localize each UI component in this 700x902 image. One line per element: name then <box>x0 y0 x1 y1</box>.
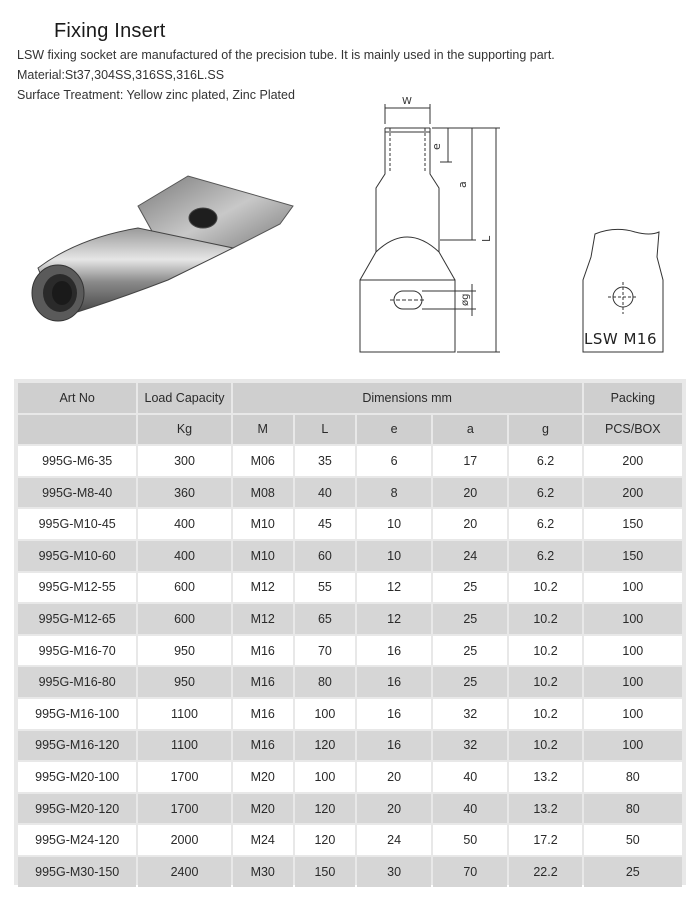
cell-art: 995G-M12-65 <box>18 604 136 634</box>
cell-m: M16 <box>233 636 293 666</box>
cell-l: 120 <box>295 731 355 761</box>
cell-pcs: 100 <box>584 731 682 761</box>
cell-l: 100 <box>295 699 355 729</box>
cell-m: M10 <box>233 541 293 571</box>
cell-pcs: 150 <box>584 541 682 571</box>
product-photo <box>18 168 318 328</box>
page-title: Fixing Insert <box>54 20 166 42</box>
dim-label-e: e <box>430 143 443 150</box>
table-row <box>18 446 682 476</box>
cell-pcs: 50 <box>584 825 682 855</box>
dim-label-l: L <box>480 235 493 242</box>
cell-a: 20 <box>433 478 507 508</box>
cell-e: 20 <box>357 762 431 792</box>
cell-g: 6.2 <box>509 478 581 508</box>
cell-a: 24 <box>433 541 507 571</box>
table-row <box>18 794 682 824</box>
cell-e: 8 <box>357 478 431 508</box>
cell-art: 995G-M16-100 <box>18 699 136 729</box>
dim-label-a: a <box>456 181 469 188</box>
cell-l: 120 <box>295 825 355 855</box>
cell-a: 40 <box>433 762 507 792</box>
cell-a: 32 <box>433 731 507 761</box>
cell-e: 16 <box>357 699 431 729</box>
table-row <box>18 699 682 729</box>
cell-e: 6 <box>357 446 431 476</box>
cell-art: 995G-M16-70 <box>18 636 136 666</box>
cell-a: 20 <box>433 509 507 539</box>
cell-kg: 1700 <box>138 762 230 792</box>
cell-g: 10.2 <box>509 731 581 761</box>
cell-kg: 400 <box>138 541 230 571</box>
header-m: M <box>233 415 293 445</box>
cell-g: 13.2 <box>509 794 581 824</box>
cell-g: 10.2 <box>509 699 581 729</box>
cell-pcs: 200 <box>584 446 682 476</box>
cell-kg: 1100 <box>138 699 230 729</box>
side-view-label: LSW M16 <box>584 330 658 348</box>
table-row <box>18 762 682 792</box>
cell-a: 32 <box>433 699 507 729</box>
cell-art: 995G-M20-120 <box>18 794 136 824</box>
cell-kg: 950 <box>138 667 230 697</box>
cell-art: 995G-M16-120 <box>18 731 136 761</box>
header-packing: Packing <box>584 383 682 413</box>
header-blank <box>18 415 136 445</box>
cell-m: M08 <box>233 478 293 508</box>
cell-kg: 360 <box>138 478 230 508</box>
cell-g: 10.2 <box>509 573 581 603</box>
cell-l: 45 <box>295 509 355 539</box>
cell-e: 24 <box>357 825 431 855</box>
cell-kg: 1100 <box>138 731 230 761</box>
product-description: LSW fixing socket are manufactured of the precision tube. It is mainly used in the supporting part. <box>17 48 555 62</box>
table-row <box>18 541 682 571</box>
cell-pcs: 200 <box>584 478 682 508</box>
cell-art: 995G-M6-35 <box>18 446 136 476</box>
cell-pcs: 25 <box>584 857 682 887</box>
cell-a: 25 <box>433 636 507 666</box>
cell-e: 30 <box>357 857 431 887</box>
cell-a: 25 <box>433 667 507 697</box>
cell-e: 10 <box>357 541 431 571</box>
material-line: Material:St37,304SS,316SS,316L.SS <box>17 68 225 82</box>
cell-e: 16 <box>357 667 431 697</box>
table-row <box>18 825 682 855</box>
cell-kg: 300 <box>138 446 230 476</box>
cell-art: 995G-M12-55 <box>18 573 136 603</box>
cell-l: 55 <box>295 573 355 603</box>
cell-art: 995G-M10-60 <box>18 541 136 571</box>
cell-l: 150 <box>295 857 355 887</box>
cell-l: 70 <box>295 636 355 666</box>
cell-l: 35 <box>295 446 355 476</box>
cell-pcs: 80 <box>584 762 682 792</box>
cell-a: 50 <box>433 825 507 855</box>
cell-pcs: 80 <box>584 794 682 824</box>
cell-g: 6.2 <box>509 446 581 476</box>
header-kg: Kg <box>138 415 230 445</box>
cell-m: M16 <box>233 667 293 697</box>
table-row <box>18 509 682 539</box>
dim-label-w: W <box>402 96 412 107</box>
surface-treatment-line: Surface Treatment: Yellow zinc plated, Zinc Plated <box>17 88 295 102</box>
cell-pcs: 100 <box>584 604 682 634</box>
cell-e: 16 <box>357 731 431 761</box>
cell-pcs: 100 <box>584 667 682 697</box>
cell-m: M30 <box>233 857 293 887</box>
cell-a: 70 <box>433 857 507 887</box>
cell-m: M16 <box>233 731 293 761</box>
cell-a: 40 <box>433 794 507 824</box>
cell-l: 80 <box>295 667 355 697</box>
cell-pcs: 100 <box>584 699 682 729</box>
cell-kg: 600 <box>138 604 230 634</box>
cell-pcs: 100 <box>584 573 682 603</box>
cell-m: M24 <box>233 825 293 855</box>
cell-kg: 2400 <box>138 857 230 887</box>
table-row <box>18 667 682 697</box>
cell-kg: 600 <box>138 573 230 603</box>
cell-kg: 2000 <box>138 825 230 855</box>
cell-e: 12 <box>357 604 431 634</box>
cell-g: 10.2 <box>509 636 581 666</box>
cell-g: 6.2 <box>509 509 581 539</box>
cell-m: M12 <box>233 604 293 634</box>
cell-art: 995G-M30-150 <box>18 857 136 887</box>
cell-art: 995G-M10-45 <box>18 509 136 539</box>
cell-e: 10 <box>357 509 431 539</box>
cell-e: 12 <box>357 573 431 603</box>
cell-a: 25 <box>433 604 507 634</box>
header-dimensions: Dimensions mm <box>233 383 582 413</box>
table-row <box>18 857 682 887</box>
header-pcs-box: PCS/BOX <box>584 415 682 445</box>
cell-pcs: 150 <box>584 509 682 539</box>
spec-table <box>16 381 684 889</box>
header-e: e <box>357 415 431 445</box>
cell-kg: 950 <box>138 636 230 666</box>
cell-m: M06 <box>233 446 293 476</box>
header-l: L <box>295 415 355 445</box>
cell-l: 60 <box>295 541 355 571</box>
cell-art: 995G-M16-80 <box>18 667 136 697</box>
cell-a: 25 <box>433 573 507 603</box>
cell-art: 995G-M24-120 <box>18 825 136 855</box>
cell-e: 20 <box>357 794 431 824</box>
cell-g: 17.2 <box>509 825 581 855</box>
cell-l: 40 <box>295 478 355 508</box>
cell-l: 65 <box>295 604 355 634</box>
cell-kg: 400 <box>138 509 230 539</box>
cell-pcs: 100 <box>584 636 682 666</box>
cell-g: 10.2 <box>509 604 581 634</box>
header-load-capacity: Load Capacity <box>138 383 230 413</box>
table-row <box>18 636 682 666</box>
cell-kg: 1700 <box>138 794 230 824</box>
cell-l: 100 <box>295 762 355 792</box>
cell-g: 13.2 <box>509 762 581 792</box>
header-art-no: Art No <box>18 383 136 413</box>
cell-a: 17 <box>433 446 507 476</box>
cell-e: 16 <box>357 636 431 666</box>
cell-art: 995G-M20-100 <box>18 762 136 792</box>
table-row <box>18 573 682 603</box>
cell-g: 22.2 <box>509 857 581 887</box>
cell-g: 6.2 <box>509 541 581 571</box>
header-a: a <box>433 415 507 445</box>
technical-drawing <box>340 92 520 367</box>
cell-g: 10.2 <box>509 667 581 697</box>
cell-m: M12 <box>233 573 293 603</box>
table-row <box>18 604 682 634</box>
table-row <box>18 731 682 761</box>
cell-m: M16 <box>233 699 293 729</box>
dim-label-g: øg <box>460 293 471 306</box>
cell-art: 995G-M8-40 <box>18 478 136 508</box>
cell-m: M20 <box>233 762 293 792</box>
cell-m: M20 <box>233 794 293 824</box>
cell-l: 120 <box>295 794 355 824</box>
table-row <box>18 478 682 508</box>
header-g: g <box>509 415 581 445</box>
cell-m: M10 <box>233 509 293 539</box>
